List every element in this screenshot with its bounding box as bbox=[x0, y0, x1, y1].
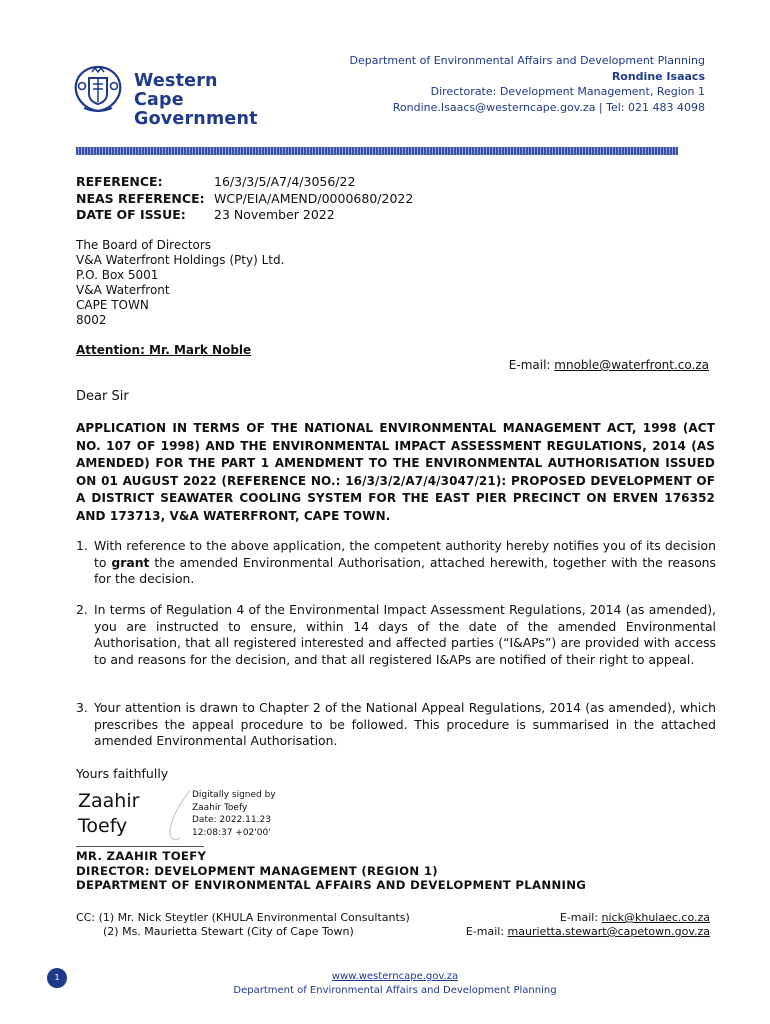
paragraph-2: 2. In terms of Regulation 4 of the Environmental Impact Assessment Regulations, 2014 (as amended), you are instructed to ensure, within 14 days of the date of the amended Environmental Authorisation, that all registered interested and affected parties (“I&APs”) are provided with access to and reasons for the decision, and that all registered I&APs are notified of their right to appeal. bbox=[76, 602, 716, 667]
address-line: CAPE TOWN bbox=[76, 298, 149, 312]
header-directorate: Directorate: Development Management, Region 1 bbox=[430, 85, 705, 98]
closing: Yours faithfully bbox=[76, 766, 169, 781]
grant-emphasis: grant bbox=[111, 554, 150, 570]
page-number-badge: 1 bbox=[47, 968, 67, 988]
paragraph-3: 3. Your attention is drawn to Chapter 2 of the National Appeal Regulations, 2014 (as amended), which prescribes the appeal procedure to be followed. This procedure is summarised in the attached amended Environmental Authorisation. bbox=[76, 700, 716, 748]
address-line: 8002 bbox=[76, 313, 107, 327]
western-cape-logo bbox=[72, 64, 272, 129]
attention-line: Attention: Mr. Mark Noble bbox=[76, 343, 252, 357]
cc-item: (2) Ms. Maurietta Stewart (City of Cape Town) bbox=[103, 925, 354, 938]
date-of-issue-row: DATE OF ISSUE: 23 November 2022 bbox=[76, 207, 335, 222]
reference-row: REFERENCE: 16/3/3/5/A7/4/3056/22 bbox=[76, 174, 356, 189]
footer-website-link[interactable]: www.westerncape.gov.za bbox=[331, 971, 459, 982]
paragraph-1: 1. With reference to the above application, the competent authority hereby notifies you of its decision to grant the amended Environmental Authorisation, attached herewith, together with the reasons for the decision. bbox=[76, 538, 716, 586]
neas-reference-row: NEAS REFERENCE: WCP/EIA/AMEND/0000680/2022 bbox=[76, 190, 414, 206]
cc-emails: E-mail: nick@khulaec.co.za E-mail: maurietta.stewart@capetown.gov.za bbox=[465, 911, 710, 938]
address-line: V&A Waterfront bbox=[76, 283, 170, 297]
recipient-email-link[interactable]: mnoble@waterfront.co.za bbox=[554, 358, 709, 372]
header-department: Department of Environmental Affairs and Development Planning bbox=[349, 54, 705, 67]
salutation: Dear Sir bbox=[76, 389, 129, 404]
cc-email-link[interactable]: nick@khulaec.co.za bbox=[601, 911, 710, 924]
recipient-address bbox=[76, 238, 284, 328]
cc-list bbox=[76, 911, 410, 939]
header-contact: Rondine.Isaacs@westerncape.gov.za | Tel: 021 483 4098 bbox=[392, 100, 705, 114]
logo-line-2: Government bbox=[134, 109, 258, 129]
reference-block bbox=[76, 174, 413, 224]
address-line: V&A Waterfront Holdings (Pty) Ltd. bbox=[76, 253, 285, 267]
subject-heading: APPLICATION IN TERMS OF THE NATIONAL ENVIRONMENTAL MANAGEMENT ACT, 1998 (ACT NO. 107 OF 1998) AND THE ENVIRONMENTAL IMPACT ASSESSMENT REGULATIONS, 2014 (AS AMENDED) FOR THE PART 1 AMENDMENT TO THE ENVIRONMENTAL AUTHORISATION ISSUED ON 01 AUGUST 2022 (REFERENCE NO.: 16/3/3/2/A7/4/3047/21): PROPOSED DEVELOPMENT OF A DISTRICT SEAWATER COOLING SYSTEM FOR THE EAST PIER PRECINCT ON ERVEN 176352 AND 173713, V&A WATERFRONT, CAPE TOWN. bbox=[76, 421, 715, 523]
cc-item: CC: (1) Mr. Nick Steytler (KHULA Environmental Consultants) bbox=[76, 911, 410, 924]
header-band bbox=[76, 147, 678, 155]
recipient-email: E-mail: mnoble@waterfront.co.za bbox=[508, 358, 709, 372]
signatory-block: MR. ZAAHIR TOEFY DIRECTOR: DEVELOPMENT MANAGEMENT (REGION 1) DEPARTMENT OF ENVIRONMENTAL AFFAIRS AND DEVELOPMENT PLANNING bbox=[76, 849, 587, 892]
signature-name: Zaahir Toefy bbox=[78, 790, 140, 837]
address-line: P.O. Box 5001 bbox=[76, 268, 159, 282]
coat-of-arms-icon bbox=[72, 64, 124, 114]
logo-line-1: Western Cape bbox=[134, 71, 218, 110]
header-person: Rondine Isaacs bbox=[611, 69, 705, 83]
letterhead bbox=[350, 53, 705, 115]
signature-line bbox=[76, 846, 204, 847]
footer-department: Department of Environmental Affairs and Development Planning bbox=[233, 984, 557, 996]
address-line: The Board of Directors bbox=[76, 238, 212, 252]
digital-signature-info: Digitally signed by Zaahir Toefy Date: 2022.11.23 12:08:37 +02'00' bbox=[192, 790, 276, 838]
footer bbox=[0, 970, 770, 997]
cc-email-link[interactable]: maurietta.stewart@capetown.gov.za bbox=[507, 925, 710, 938]
